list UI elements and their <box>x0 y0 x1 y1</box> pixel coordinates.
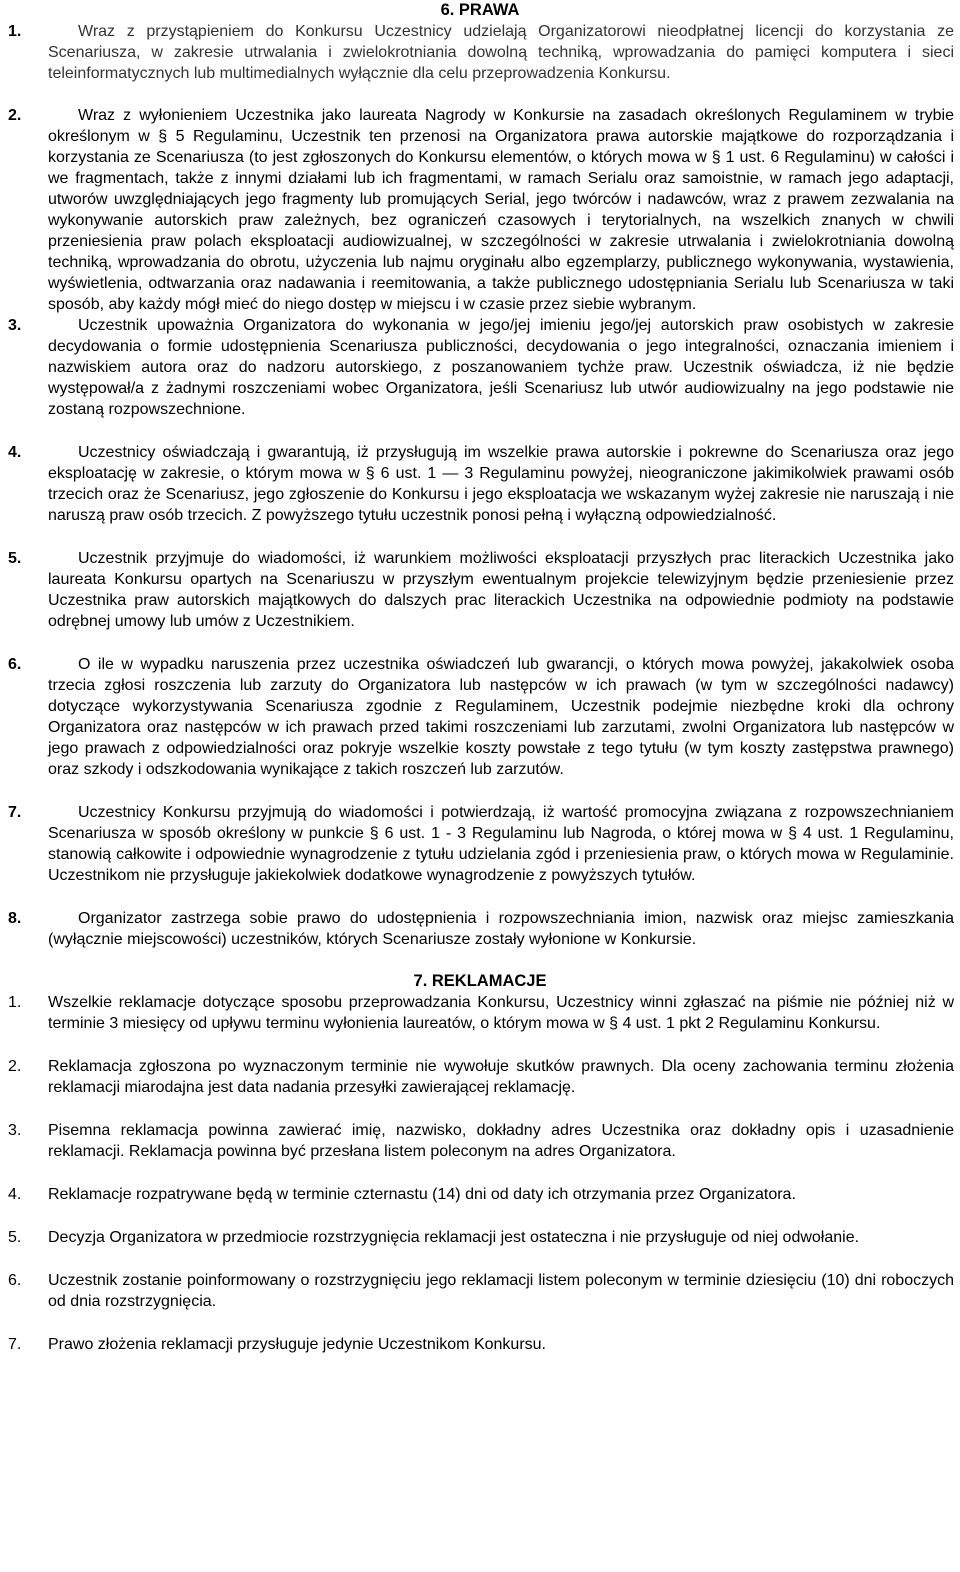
item-number: 7. <box>8 1336 22 1353</box>
section-7-item-4 <box>0 1184 960 1205</box>
item-number: 1. <box>8 23 22 40</box>
item-text: Uczestnik upoważnia Organizatora do wykonania w jego/jej imieniu jego/jej autorskich praw osobistych w zakresie decydowania o formie udostępnienia Scenariusza publiczności, decydowania o jego integralności, oznaczania imieniem i nazwiskiem autora oraz do nadzoru autorskiego, z poszanowaniem tychże praw. Uczestnik oświadcza, iż nie będzie występował/a z żadnymi roszczeniami wobec Organizatora, jeśli Scenariusz lub utwór audiowizualny na jego podstawie nie zostaną rozpowszechnione. <box>48 317 954 418</box>
section-6-item-2 <box>0 105 960 315</box>
section-6-item-6 <box>0 654 960 780</box>
item-number: 4. <box>8 1186 22 1203</box>
item-number: 6. <box>8 656 22 673</box>
item-number: 5. <box>8 550 22 567</box>
item-number: 2. <box>8 1058 22 1075</box>
section-6-item-1 <box>0 21 960 84</box>
item-number: 3. <box>8 1122 22 1139</box>
section-6-item-7 <box>0 802 960 886</box>
section-7-item-3 <box>0 1120 960 1162</box>
section-7-item-1 <box>0 992 960 1034</box>
item-text: Organizator zastrzega sobie prawo do udostępnienia i rozpowszechniania imion, nazwisk oraz miejsc zamieszkania (wyłącznie miejscowości) uczestników, których Scenariusze zostały wyłonione w Konkursie. <box>48 910 954 948</box>
item-text: Pisemna reklamacja powinna zawierać imię, nazwisko, dokładny adres Uczestnika oraz dokładny opis i uzasadnienie reklamacji. Reklamacja powinna być przesłana listem poleconym na adres Organizatora. <box>48 1122 954 1160</box>
item-text: Reklamacje rozpatrywane będą w terminie czternastu (14) dni od daty ich otrzymania przez Organizatora. <box>48 1186 796 1203</box>
item-text: Uczestnicy oświadczają i gwarantują, iż przysługują im wszelkie prawa autorskie i pokrewne do Scenariusza oraz jego eksploatację w zakresie, o którym mowa w § 6 ust. 1 — 3 Regulaminu powyżej, nieograniczone jakimikolwiek prawami osób trzecich oraz że Scenariusz, jego zgłoszenie do Konkursu i jego eksploatacja we wskazanym wyżej zakresie nie naruszają i nie naruszą praw osób trzecich. Z powyższego tytułu uczestnik ponosi pełną i wyłączną odpowiedzialność. <box>48 444 954 524</box>
item-text: O ile w wypadku naruszenia przez uczestnika oświadczeń lub gwarancji, o których mowa powyżej, jakakolwiek osoba trzecia zgłosi roszczenia lub zarzuty do Organizatora lub następców w ich prawach (w tym w szczególności nadawcy) dotyczące wykorzystywania Scenariusza zgodnie z Regulaminem, Uczestnik podejmie niezbędne kroki dla ochrony Organizatora oraz następców w ich prawach przed takimi roszczeniami lub zarzutami, zwolni Organizatora lub następców w jego prawach z odpowiedzialności oraz pokryje wszelkie koszty powstałe z tego tytułu (w tym koszty zastępstwa prawnego) oraz szkody i odszkodowania wynikające z takich roszczeń lub zarzutów. <box>48 656 954 778</box>
item-text: Uczestnik przyjmuje do wiadomości, iż warunkiem możliwości eksploatacji przyszłych prac literackich Uczestnika jako laureata Konkursu opartych na Scenariuszu w przyszłym ewentualnym projekcie telewizyjnym będzie przeniesienie przez Uczestnika praw autorskich majątkowych do dalszych prac literackich Uczestnika na odpowiednie podmioty na podstawie odrębnej umowy lub umów z Uczestnikiem. <box>48 550 954 630</box>
item-number: 6. <box>8 1272 22 1289</box>
section-7-item-2 <box>0 1056 960 1098</box>
item-number: 3. <box>8 317 22 334</box>
item-text: Uczestnicy Konkursu przyjmują do wiadomości i potwierdzają, iż wartość promocyjna związana z rozpowszechnianiem Scenariusza w sposób określony w punkcie § 6 ust. 1 - 3 Regulaminu lub Nagroda, o której mowa w § 4 ust. 1 Regulaminu, stanowią całkowite i odpowiednie wynagrodzenie z tytułu udzielania zgód i przeniesienia praw, o których mowa w Regulaminie. Uczestnikom nie przysługuje jakiekolwiek dodatkowe wynagrodzenie z powyższych tytułów. <box>48 804 954 884</box>
item-number: 8. <box>8 910 22 927</box>
item-number: 5. <box>8 1229 22 1246</box>
item-text: Reklamacja zgłoszona po wyznaczonym terminie nie wywołuje skutków prawnych. Dla oceny zachowania terminu złożenia reklamacji miarodajna jest data nadania przesyłki zawierającej reklamację. <box>48 1058 954 1096</box>
item-text: Wraz z przystąpieniem do Konkursu Uczestnicy udzielają Organizatorowi nieodpłatnej licencji do korzystania ze Scenariusza, w zakresie utrwalania i zwielokrotniania dowolną techniką, wprowadzania do pamięci komputera i sieci teleinformatycznych lub multimedialnych wyłącznie dla celu przeprowadzenia Konkursu. <box>48 23 954 82</box>
item-number: 1. <box>8 994 22 1011</box>
item-number: 7. <box>8 804 22 821</box>
section-7-heading: 7. REKLAMACJE <box>413 972 547 990</box>
section-6-item-8 <box>0 908 960 950</box>
section-6-item-5 <box>0 548 960 632</box>
item-text: Uczestnik zostanie poinformowany o rozstrzygnięciu jego reklamacji listem poleconym w terminie dziesięciu (10) dni roboczych od dnia rozstrzygnięcia. <box>48 1272 954 1310</box>
section-7-item-5 <box>0 1227 960 1248</box>
section-6-heading: 6. PRAWA <box>440 1 520 19</box>
item-number: 2. <box>8 107 22 124</box>
item-number: 4. <box>8 444 22 461</box>
section-7-item-6 <box>0 1270 960 1312</box>
section-7-item-7 <box>0 1334 960 1355</box>
item-text: Decyzja Organizatora w przedmiocie rozstrzygnięcia reklamacji jest ostateczna i nie przysługuje od niej odwołanie. <box>48 1229 860 1246</box>
item-text: Wraz z wyłonieniem Uczestnika jako laureata Nagrody w Konkursie na zasadach określonych Regulaminem w trybie określonym w § 5 Regulaminu, Uczestnik ten przenosi na Organizatora prawa autorskie majątkowe do rozporządzania i korzystania ze Scenariusza (to jest zgłoszonych do Konkursu elementów, o których mowa w § 1 ust. 6 Regulaminu) w całości i we fragmentach, także z innymi działami lub ich fragmentami, w ramach Serialu oraz samoistnie, w ramach jego adaptacji, utworów uwzględniających jego fragmenty lub promujących Serial, jego twórców i nadawców, wraz z prawem zezwalania na wykonywanie autorskich praw zależnych, bez ograniczeń czasowych i terytorialnych, na wszelkich znanych w chwili przeniesienia praw polach eksploatacji audiowizualnej, w szczególności w zakresie utrwalania i zwielokrotniania dowolną techniką, wprowadzania do obrotu, użyczenia lub najmu oryginału albo egzemplarzy, publicznego wykonywania, wystawienia, wyświetlenia, odtwarzania oraz nadawania i reemitowania, a także publicznego udostępniania Serialu lub Scenariusza w taki sposób, aby każdy mógł mieć do niego dostęp w miejscu i w czasie przez siebie wybranym. <box>48 107 954 313</box>
item-text: Wszelkie reklamacje dotyczące sposobu przeprowadzania Konkursu, Uczestnicy winni zgłaszać na piśmie nie później niż w terminie 3 miesięcy od upływu terminu wyłonienia laureatów, o którym mowa w § 4 ust. 1 pkt 2 Regulaminu Konkursu. <box>48 994 954 1032</box>
item-text: Prawo złożenia reklamacji przysługuje jedynie Uczestnikom Konkursu. <box>48 1336 546 1353</box>
section-6-item-3 <box>0 315 960 420</box>
section-6-item-4 <box>0 442 960 526</box>
